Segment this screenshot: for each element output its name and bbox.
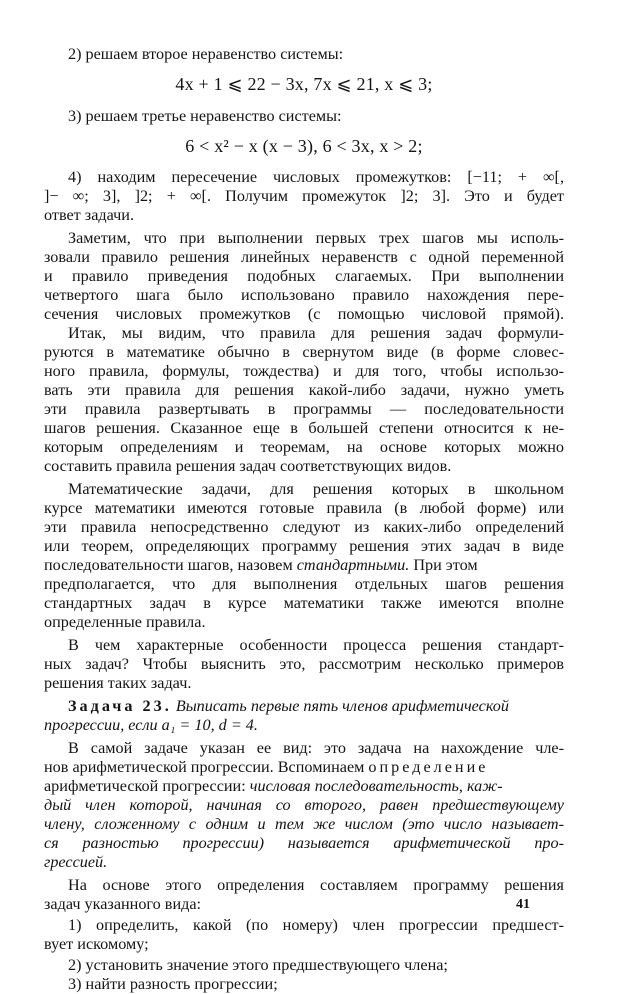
math-formula: 4x + 1 ⩽ 22 − 3x, 7x ⩽ 21, x ⩽ 3; [175, 74, 433, 94]
text-line: В самой задаче указан ее вид: это задача на нахождение чле- [68, 739, 564, 757]
list-item: 3) найти разность прогрессии; [68, 975, 278, 993]
text-line: и правило приведения подобных слагаемых. При выполнении [44, 267, 564, 285]
task-statement: Выписать первые пять членов арифметической [171, 697, 509, 715]
text-line: 2) решаем второе неравенство системы: [68, 45, 344, 63]
definition-text: ся разностью прогрессии) называется арифметической про- [44, 834, 564, 852]
text-line: вать эти правила для решения какой-либо задачи, нужно уметь [44, 381, 564, 399]
text-line: вует искомому; [44, 935, 149, 953]
text-line: 4) находим пересечение числовых промежутков: [−11; + ∞[, [68, 168, 564, 186]
text-fragment: последовательности шагов, назовем [44, 556, 297, 574]
list-item: 1) определить, какой (по номеру) член прогрессии предшест- [68, 916, 564, 934]
text-line: задач указанного вида: [44, 895, 202, 913]
text-line: В чем характерные особенности процесса решения стандарт- [68, 636, 564, 654]
text-line: Заметим, что при выполнении первых трех шагов мы исполь- [68, 229, 564, 247]
task-statement-cont: прогрессии, если a₁ = 10, d = 4. [44, 716, 258, 734]
text-fragment: нов арифметической прогрессии. Вспоминаем [44, 758, 369, 776]
task-label: Задача 23. [68, 697, 172, 715]
definition-text: дый член которой, начиная со второго, равен предшествующему [44, 796, 564, 814]
text-line: руются в математике обычно в свернутом виде (в форме словес- [44, 343, 564, 361]
text-line: решения таких задач. [44, 674, 192, 692]
text-line: шагов решения. Сказанное еще в большей степени относится к не- [44, 419, 564, 437]
definition-text: члену, сложенному с одним и тем же числом (это число называет- [44, 815, 564, 833]
text-fragment: При этом [409, 556, 478, 574]
text-line: четвертого шага было использовано правило нахождения пере- [44, 286, 564, 304]
text-line [44, 757, 564, 777]
text-line: Итак, мы видим, что правила для решения задач формули- [68, 324, 564, 342]
text-line: предполагается, что для выполнения отдельных шагов решения [44, 575, 564, 593]
definition-text: числовая последовательность, каж- [249, 777, 503, 795]
text-line [44, 555, 564, 575]
text-line: ответ задачи. [44, 206, 135, 224]
text-line: зовали правило решения линейных неравенств с одной переменной [44, 248, 564, 266]
text-line: или теорем, определяющих программу решения этих задач в виде [44, 537, 564, 555]
text-line: ного правила, формулы, тождества) и для того, чтобы использо- [44, 362, 564, 380]
text-line: определенные правила. [44, 613, 206, 631]
math-formula: 6 < x² − x (x − 3), 6 < 3x, x > 2; [185, 136, 423, 156]
page-number: 41 [516, 897, 530, 912]
term-definition: определение [368, 758, 489, 776]
text-line: На основе этого определения составляем программу решения [68, 876, 564, 894]
task-title [68, 696, 564, 716]
text-line: Математические задачи, для решения которых в школьном [68, 480, 564, 498]
term-standard: стандартными. [296, 556, 410, 574]
text-line: сечения числовых промежутков (с помощью числовой прямой). [44, 305, 564, 323]
text-line: эти правила непосредственно следуют из каких-либо определений [44, 518, 564, 536]
text-line: эти правила развертывать в программы — последовательности [44, 400, 564, 418]
text-line: ]− ∞; 3], ]2; + ∞[. Получим промежуток ]2; 3]. Это и будет [44, 187, 564, 205]
definition-text: грессией. [44, 853, 108, 871]
text-line: стандартных задач в курсе математики также имеются вполне [44, 594, 564, 612]
text-line: ных задач? Чтобы выяснить это, рассмотрим несколько примеров [44, 655, 564, 673]
text-fragment: арифметической прогрессии: [44, 777, 250, 795]
text-line: 3) решаем третье неравенство системы: [68, 107, 342, 125]
text-line [44, 776, 564, 796]
text-line: курсе математики имеются готовые правила (в любой форме) или [44, 499, 564, 517]
list-item: 2) установить значение этого предшествующего члена; [68, 956, 448, 974]
text-line: которым определениям и теоремам, на основе которых можно [44, 438, 564, 456]
text-line: составить правила решения задач соответствующих видов. [44, 457, 452, 475]
